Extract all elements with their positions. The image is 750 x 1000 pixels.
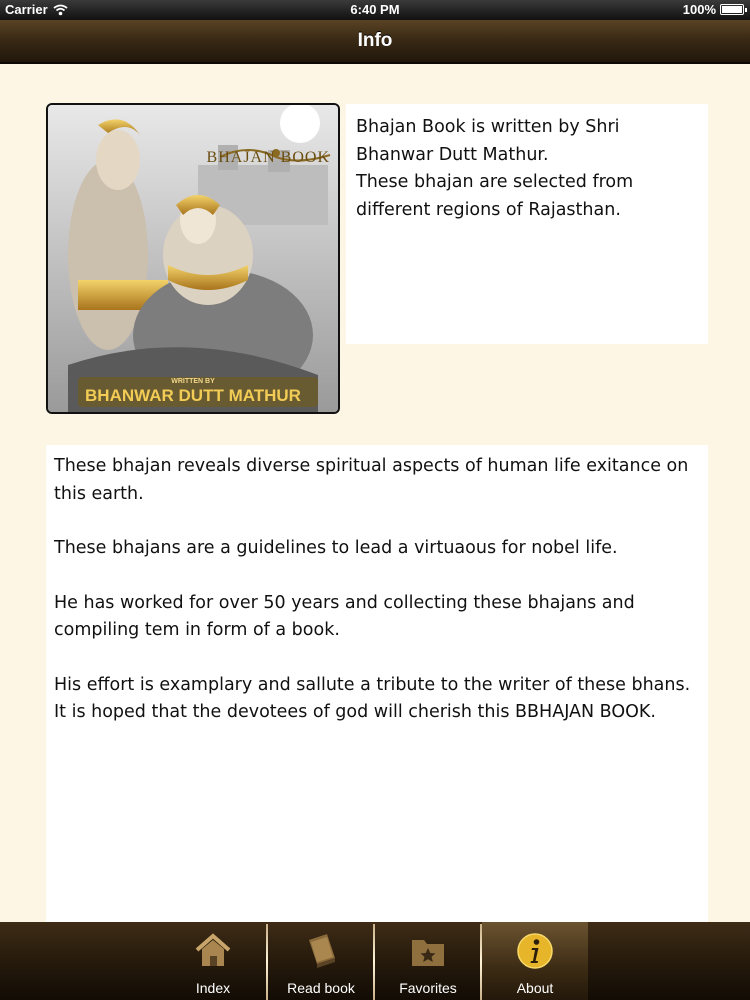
home-icon — [193, 930, 233, 972]
tab-read-book[interactable] — [268, 922, 374, 1000]
tab-about-label: About — [516, 980, 554, 996]
book-cover-image — [46, 103, 340, 414]
tab-index-label: Index — [195, 980, 231, 996]
status-bar — [0, 0, 750, 20]
battery-percent: 100% — [682, 2, 716, 17]
folder-star-icon — [408, 930, 448, 972]
book-icon — [301, 930, 341, 972]
carrier-label: Carrier — [5, 2, 48, 17]
clock: 6:40 PM — [350, 2, 400, 17]
description-paragraph: These bhajan reveals diverse spiritual aspects of human life exitance on this earth. — [54, 456, 689, 504]
description-paragraph: He has worked for over 50 years and collecting these bhajans and compiling tem in form of a book. — [54, 592, 635, 640]
battery-icon — [720, 4, 744, 15]
description-paragraph: His effort is examplary and sallute a tribute to the writer of these bhans. It is hoped that the devotees of god will cherish this BBHAJAN BOOK. — [54, 674, 691, 722]
cover-title: BHAJAN BOOK — [206, 149, 330, 166]
info-icon — [515, 930, 555, 972]
tab-index[interactable] — [160, 922, 266, 1000]
cover-author: BHANWAR DUTT MATHUR — [85, 386, 301, 405]
intro-regions-line: These bhajan are selected from different regions of Rajasthan. — [356, 172, 634, 220]
tab-about[interactable] — [482, 922, 588, 1000]
page-title: Info — [357, 30, 393, 51]
intro-text-box — [346, 104, 708, 344]
cover-written-by: WRITTEN BY — [171, 378, 215, 385]
description-paragraph: These bhajans are a guidelines to lead a virtuaous for nobel life. — [54, 538, 618, 558]
navigation-bar — [0, 20, 750, 64]
intro-author-line: Bhajan Book is written by Shri Bhanwar Dutt Mathur. — [356, 117, 620, 165]
tab-read-book-label: Read book — [287, 980, 355, 996]
tab-favorites[interactable] — [375, 922, 481, 1000]
tab-favorites-label: Favorites — [399, 980, 457, 996]
tab-bar — [0, 922, 750, 1000]
description-text-box[interactable] — [46, 445, 708, 925]
battery-indicator — [683, 2, 744, 17]
